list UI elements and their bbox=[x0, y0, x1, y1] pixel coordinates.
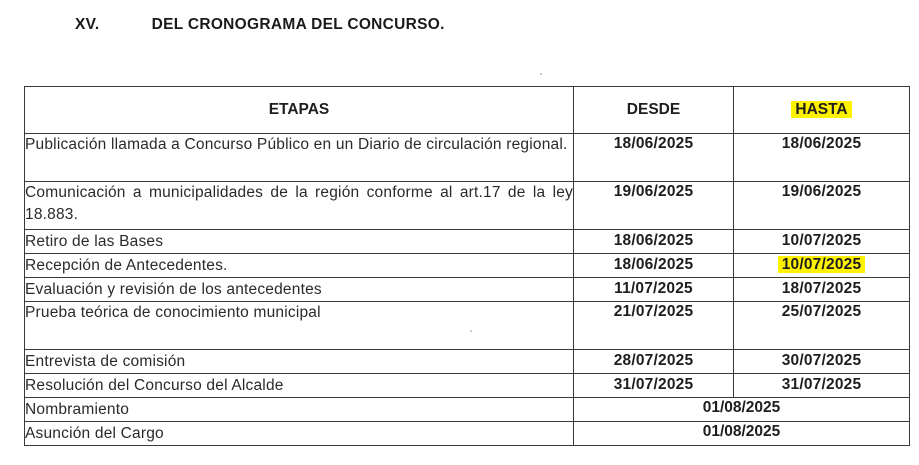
desde-cell: 18/06/2025 bbox=[574, 254, 734, 278]
table-header-row bbox=[25, 87, 910, 134]
desde-cell: 21/07/2025 bbox=[574, 302, 734, 350]
hasta-cell: 19/06/2025 bbox=[734, 182, 910, 230]
table-row bbox=[25, 182, 910, 230]
etapa-cell: Nombramiento bbox=[25, 398, 574, 422]
header-desde: DESDE bbox=[574, 87, 734, 134]
etapa-cell: Retiro de las Bases bbox=[25, 230, 574, 254]
hasta-cell: 18/07/2025 bbox=[734, 278, 910, 302]
section-heading bbox=[75, 16, 445, 34]
table-row bbox=[25, 278, 910, 302]
table-row bbox=[25, 230, 910, 254]
table-row bbox=[25, 134, 910, 182]
etapa-cell: Publicación llamada a Concurso Público en un Diario de circulación regional. bbox=[25, 134, 574, 182]
header-hasta bbox=[734, 87, 910, 134]
table-row bbox=[25, 398, 910, 422]
etapa-cell: Entrevista de comisión bbox=[25, 350, 574, 374]
scan-speck bbox=[540, 73, 542, 75]
etapa-cell: Resolución del Concurso del Alcalde bbox=[25, 374, 574, 398]
table-row bbox=[25, 422, 910, 446]
hasta-cell bbox=[734, 254, 910, 278]
hasta-cell: 30/07/2025 bbox=[734, 350, 910, 374]
table-row bbox=[25, 302, 910, 350]
hasta-cell: 25/07/2025 bbox=[734, 302, 910, 350]
etapa-cell: Comunicación a municipalidades de la región conforme al art.17 de la ley 18.883. bbox=[25, 182, 574, 230]
desde-cell: 19/06/2025 bbox=[574, 182, 734, 230]
desde-cell: 28/07/2025 bbox=[574, 350, 734, 374]
desde-cell: 18/06/2025 bbox=[574, 134, 734, 182]
desde-cell: 31/07/2025 bbox=[574, 374, 734, 398]
schedule-table bbox=[24, 86, 910, 446]
section-number: XV. bbox=[75, 16, 100, 33]
etapa-cell: Recepción de Antecedentes. bbox=[25, 254, 574, 278]
etapa-cell: Asunción del Cargo bbox=[25, 422, 574, 446]
desde-cell: 11/07/2025 bbox=[574, 278, 734, 302]
section-title: DEL CRONOGRAMA DEL CONCURSO. bbox=[151, 16, 445, 33]
hasta-cell: 18/06/2025 bbox=[734, 134, 910, 182]
desde-cell: 18/06/2025 bbox=[574, 230, 734, 254]
header-etapas: ETAPAS bbox=[25, 87, 574, 134]
etapa-cell: Prueba teórica de conocimiento municipal bbox=[25, 302, 574, 350]
etapa-cell: Evaluación y revisión de los antecedentes bbox=[25, 278, 574, 302]
header-hasta-highlighted: HASTA bbox=[791, 101, 851, 118]
fecha-merged-cell: 01/08/2025 bbox=[574, 398, 910, 422]
table-row bbox=[25, 350, 910, 374]
fecha-merged-cell: 01/08/2025 bbox=[574, 422, 910, 446]
table-row bbox=[25, 374, 910, 398]
hasta-cell: 10/07/2025 bbox=[734, 230, 910, 254]
table-row bbox=[25, 254, 910, 278]
hasta-highlighted-date: 10/07/2025 bbox=[778, 256, 866, 273]
hasta-cell: 31/07/2025 bbox=[734, 374, 910, 398]
